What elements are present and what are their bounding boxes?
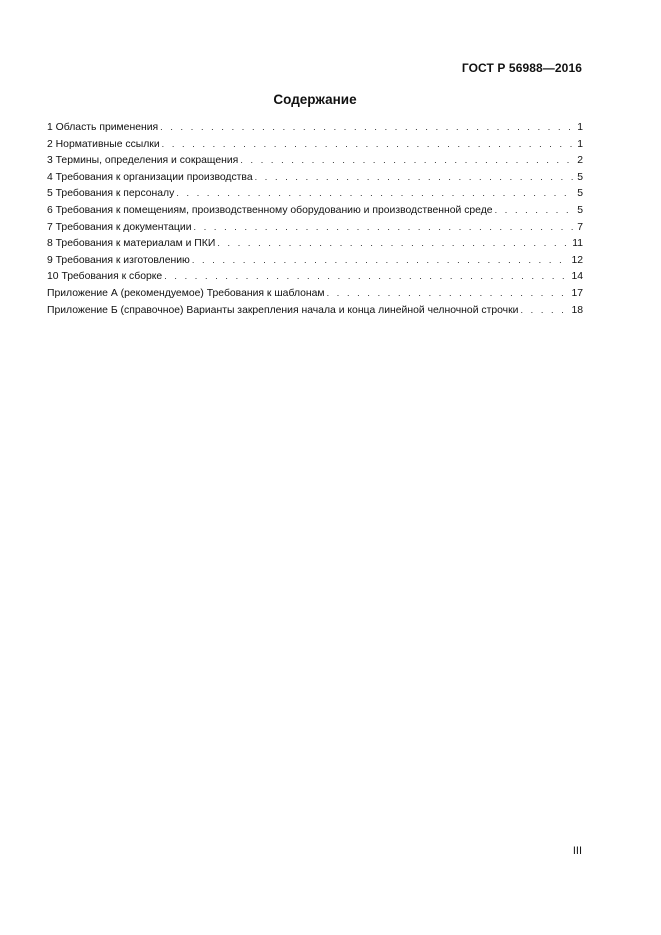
toc-entry[interactable] <box>47 136 583 153</box>
toc-entry-page: 11 <box>572 238 583 250</box>
toc-entry[interactable] <box>47 235 583 252</box>
toc-leader-dots <box>160 119 574 136</box>
toc-entry-label: 4 Требования к организации производства <box>47 171 253 183</box>
toc-entry-label: 5 Требования к персоналу <box>47 188 175 200</box>
toc-entry[interactable] <box>47 152 583 169</box>
toc-leader-dots <box>176 185 574 202</box>
toc-entry-label: 9 Требования к изготовлению <box>47 254 190 266</box>
toc-leader-dots <box>162 136 575 153</box>
toc-entry-label: 1 Область применения <box>47 122 159 133</box>
toc-leader-dots <box>194 219 575 236</box>
toc-entry-page: 17 <box>571 287 583 299</box>
toc-entry-label: Приложение Б (справочное) Варианты закрепления начала и конца линейной челночной строчки <box>47 304 519 316</box>
toc-entry-page: 5 <box>577 188 583 200</box>
toc-entry-page: 7 <box>577 221 583 233</box>
toc-leader-dots <box>327 285 569 302</box>
toc-entry-page: 12 <box>571 254 583 266</box>
toc-entry-label: 6 Требования к помещениям, производственному оборудованию и производственной среде <box>47 204 493 216</box>
toc-entry[interactable] <box>47 268 583 285</box>
toc-leader-dots <box>255 169 575 186</box>
toc-entry-page: 5 <box>577 204 583 216</box>
toc-entry[interactable] <box>47 202 583 219</box>
toc-leader-dots <box>495 202 575 219</box>
toc-leader-dots <box>520 302 568 319</box>
toc-entry[interactable] <box>47 119 583 136</box>
toc-leader-dots <box>192 252 569 269</box>
page-number: III <box>572 845 582 857</box>
toc-entry[interactable] <box>47 285 583 302</box>
toc-entry-label: 10 Требования к сборке <box>47 271 163 283</box>
toc-leader-dots <box>164 268 568 285</box>
toc-entry[interactable] <box>47 219 583 236</box>
toc-entry-label: 2 Нормативные ссылки <box>47 138 160 150</box>
toc-entry-page: 5 <box>577 171 583 183</box>
toc-entry-label: 8 Требования к материалам и ПКИ <box>47 238 216 250</box>
toc-leader-dots <box>217 235 569 252</box>
document-id: ГОСТ Р 56988—2016 <box>461 61 582 75</box>
toc-entry-page: 1 <box>577 122 583 133</box>
toc-entry[interactable] <box>47 302 583 319</box>
table-of-contents <box>47 119 583 318</box>
toc-entry-label: Приложение А (рекомендуемое) Требования к шаблонам <box>47 287 325 299</box>
toc-entry-page: 2 <box>577 155 583 167</box>
toc-leader-dots <box>240 152 574 169</box>
toc-entry-page: 14 <box>571 271 583 283</box>
toc-title: Содержание <box>273 92 357 107</box>
toc-entry-label: 7 Требования к документации <box>47 221 192 233</box>
toc-entry[interactable] <box>47 169 583 186</box>
toc-entry[interactable] <box>47 252 583 269</box>
toc-entry-label: 3 Термины, определения и сокращения <box>47 155 239 167</box>
toc-entry-page: 1 <box>577 138 583 150</box>
toc-entry[interactable] <box>47 185 583 202</box>
toc-entry-page: 18 <box>571 304 583 316</box>
